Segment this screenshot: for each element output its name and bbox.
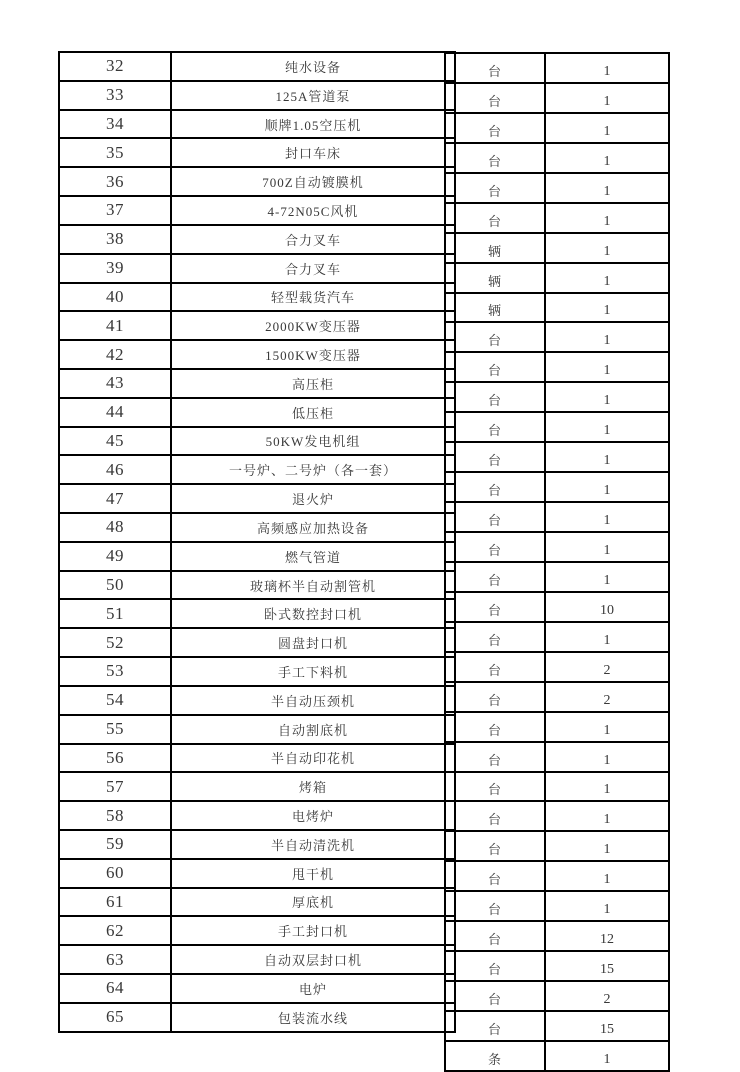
table-row (59, 772, 455, 801)
table-row (445, 742, 669, 772)
cell-quantity: 1 (545, 83, 669, 113)
cell-quantity: 1 (545, 53, 669, 83)
cell-equipment-name: 自动割底机 (171, 715, 455, 744)
cell-unit: 台 (445, 652, 545, 682)
cell-equipment-name: 甩干机 (171, 859, 455, 888)
table-row (59, 801, 455, 830)
cell-quantity: 1 (545, 472, 669, 502)
cell-row-number: 49 (59, 542, 171, 571)
cell-equipment-name: 轻型载货汽车 (171, 283, 455, 312)
cell-row-number: 61 (59, 888, 171, 917)
cell-equipment-name: 顺牌1.05空压机 (171, 110, 455, 139)
table-row (445, 173, 669, 203)
table-row (445, 801, 669, 831)
cell-unit: 台 (445, 412, 545, 442)
cell-quantity: 1 (545, 322, 669, 352)
cell-quantity: 1 (545, 502, 669, 532)
cell-unit: 台 (445, 203, 545, 233)
cell-row-number: 60 (59, 859, 171, 888)
table-row (59, 686, 455, 715)
cell-equipment-name: 厚底机 (171, 888, 455, 917)
cell-equipment-name: 一号炉、二号炉（各一套） (171, 455, 455, 484)
table-row (59, 513, 455, 542)
table-row (445, 921, 669, 951)
table-row (445, 891, 669, 921)
cell-row-number: 41 (59, 311, 171, 340)
cell-quantity: 1 (545, 831, 669, 861)
cell-equipment-name: 自动双层封口机 (171, 945, 455, 974)
cell-quantity: 1 (545, 143, 669, 173)
table-row (445, 861, 669, 891)
cell-quantity: 1 (545, 801, 669, 831)
cell-equipment-name: 手工下料机 (171, 657, 455, 686)
cell-row-number: 45 (59, 427, 171, 456)
table-row (445, 772, 669, 802)
cell-row-number: 44 (59, 398, 171, 427)
table-row (59, 167, 455, 196)
cell-unit: 台 (445, 951, 545, 981)
cell-row-number: 42 (59, 340, 171, 369)
cell-equipment-name: 纯水设备 (171, 52, 455, 81)
cell-quantity: 1 (545, 293, 669, 323)
table-row (59, 398, 455, 427)
cell-unit: 台 (445, 352, 545, 382)
cell-row-number: 32 (59, 52, 171, 81)
cell-quantity: 1 (545, 113, 669, 143)
table-row (445, 143, 669, 173)
cell-quantity: 1 (545, 712, 669, 742)
equipment-table-right (444, 52, 670, 1072)
cell-equipment-name: 1500KW变压器 (171, 340, 455, 369)
cell-row-number: 46 (59, 455, 171, 484)
cell-unit: 台 (445, 1011, 545, 1041)
table-row (445, 233, 669, 263)
cell-row-number: 63 (59, 945, 171, 974)
cell-quantity: 1 (545, 382, 669, 412)
left-table-body (59, 52, 455, 1032)
table-row (59, 340, 455, 369)
cell-unit: 辆 (445, 233, 545, 263)
table-row (59, 484, 455, 513)
table-row (445, 592, 669, 622)
cell-unit: 台 (445, 173, 545, 203)
cell-row-number: 36 (59, 167, 171, 196)
cell-quantity: 1 (545, 173, 669, 203)
table-row (59, 52, 455, 81)
cell-equipment-name: 合力叉车 (171, 254, 455, 283)
cell-unit: 台 (445, 442, 545, 472)
cell-unit: 台 (445, 382, 545, 412)
table-row (445, 562, 669, 592)
cell-quantity: 1 (545, 622, 669, 652)
table-row (445, 352, 669, 382)
cell-quantity: 1 (545, 532, 669, 562)
table-row (59, 196, 455, 225)
cell-equipment-name: 50KW发电机组 (171, 427, 455, 456)
table-row (445, 1041, 669, 1071)
cell-equipment-name: 高频感应加热设备 (171, 513, 455, 542)
cell-row-number: 51 (59, 599, 171, 628)
cell-unit: 台 (445, 831, 545, 861)
cell-quantity: 1 (545, 263, 669, 293)
table-row (59, 744, 455, 773)
cell-equipment-name: 电烤炉 (171, 801, 455, 830)
table-row (445, 293, 669, 323)
table-row (59, 138, 455, 167)
cell-quantity: 1 (545, 1041, 669, 1071)
cell-row-number: 40 (59, 283, 171, 312)
cell-unit: 台 (445, 742, 545, 772)
cell-quantity: 1 (545, 742, 669, 772)
table-row (59, 225, 455, 254)
cell-quantity: 10 (545, 592, 669, 622)
table-row (59, 1003, 455, 1032)
cell-row-number: 52 (59, 628, 171, 657)
cell-quantity: 1 (545, 562, 669, 592)
table-row (59, 571, 455, 600)
cell-unit: 台 (445, 712, 545, 742)
table-row (59, 945, 455, 974)
cell-equipment-name: 半自动印花机 (171, 744, 455, 773)
cell-row-number: 43 (59, 369, 171, 398)
cell-unit: 台 (445, 113, 545, 143)
cell-unit: 台 (445, 891, 545, 921)
table-row (59, 455, 455, 484)
table-row (59, 110, 455, 139)
cell-row-number: 54 (59, 686, 171, 715)
cell-row-number: 37 (59, 196, 171, 225)
table-row (59, 542, 455, 571)
cell-unit: 台 (445, 143, 545, 173)
cell-quantity: 1 (545, 412, 669, 442)
cell-unit: 台 (445, 322, 545, 352)
table-row (445, 412, 669, 442)
table-row (445, 712, 669, 742)
cell-row-number: 50 (59, 571, 171, 600)
cell-row-number: 59 (59, 830, 171, 859)
cell-unit: 台 (445, 801, 545, 831)
cell-equipment-name: 4-72N05C风机 (171, 196, 455, 225)
cell-row-number: 33 (59, 81, 171, 110)
cell-unit: 台 (445, 622, 545, 652)
cell-quantity: 1 (545, 891, 669, 921)
cell-row-number: 57 (59, 772, 171, 801)
cell-equipment-name: 退火炉 (171, 484, 455, 513)
cell-row-number: 56 (59, 744, 171, 773)
table-row (59, 715, 455, 744)
cell-row-number: 53 (59, 657, 171, 686)
cell-unit: 辆 (445, 263, 545, 293)
cell-row-number: 38 (59, 225, 171, 254)
cell-equipment-name: 半自动压颈机 (171, 686, 455, 715)
cell-equipment-name: 电炉 (171, 974, 455, 1003)
cell-unit: 台 (445, 592, 545, 622)
cell-unit: 台 (445, 532, 545, 562)
cell-unit: 台 (445, 772, 545, 802)
table-row (59, 369, 455, 398)
cell-row-number: 35 (59, 138, 171, 167)
cell-equipment-name: 烤箱 (171, 772, 455, 801)
table-row (59, 830, 455, 859)
table-row (445, 203, 669, 233)
cell-row-number: 48 (59, 513, 171, 542)
cell-quantity: 2 (545, 682, 669, 712)
cell-row-number: 47 (59, 484, 171, 513)
cell-unit: 辆 (445, 293, 545, 323)
cell-row-number: 39 (59, 254, 171, 283)
table-row (59, 599, 455, 628)
cell-equipment-name: 玻璃杯半自动割管机 (171, 571, 455, 600)
cell-quantity: 1 (545, 233, 669, 263)
cell-equipment-name: 包装流水线 (171, 1003, 455, 1032)
cell-equipment-name: 低压柜 (171, 398, 455, 427)
cell-unit: 台 (445, 502, 545, 532)
cell-quantity: 1 (545, 203, 669, 233)
equipment-table-left (58, 51, 456, 1033)
cell-unit: 台 (445, 53, 545, 83)
cell-quantity: 1 (545, 442, 669, 472)
cell-unit: 台 (445, 921, 545, 951)
cell-row-number: 34 (59, 110, 171, 139)
table-row (445, 382, 669, 412)
cell-unit: 台 (445, 472, 545, 502)
cell-row-number: 62 (59, 916, 171, 945)
table-row (59, 859, 455, 888)
table-row (445, 1011, 669, 1041)
cell-row-number: 58 (59, 801, 171, 830)
table-row (445, 532, 669, 562)
cell-unit: 台 (445, 861, 545, 891)
cell-equipment-name: 2000KW变压器 (171, 311, 455, 340)
cell-row-number: 55 (59, 715, 171, 744)
cell-unit: 台 (445, 981, 545, 1011)
table-row (59, 283, 455, 312)
table-row (59, 888, 455, 917)
table-row (59, 657, 455, 686)
table-row (59, 974, 455, 1003)
cell-equipment-name: 半自动清洗机 (171, 830, 455, 859)
right-table-body (445, 53, 669, 1071)
table-row (445, 622, 669, 652)
cell-unit: 台 (445, 682, 545, 712)
cell-equipment-name: 合力叉车 (171, 225, 455, 254)
cell-quantity: 1 (545, 772, 669, 802)
table-row (445, 951, 669, 981)
cell-quantity: 12 (545, 921, 669, 951)
cell-equipment-name: 700Z自动镀膜机 (171, 167, 455, 196)
table-row (445, 442, 669, 472)
cell-quantity: 2 (545, 652, 669, 682)
cell-row-number: 64 (59, 974, 171, 1003)
cell-equipment-name: 燃气管道 (171, 542, 455, 571)
table-row (59, 254, 455, 283)
cell-unit: 条 (445, 1041, 545, 1071)
cell-quantity: 1 (545, 861, 669, 891)
cell-equipment-name: 125A管道泵 (171, 81, 455, 110)
table-row (445, 322, 669, 352)
cell-equipment-name: 卧式数控封口机 (171, 599, 455, 628)
table-row (445, 83, 669, 113)
table-row (445, 472, 669, 502)
cell-equipment-name: 封口车床 (171, 138, 455, 167)
cell-equipment-name: 圆盘封口机 (171, 628, 455, 657)
table-row (59, 628, 455, 657)
table-row (445, 113, 669, 143)
table-row (59, 81, 455, 110)
cell-unit: 台 (445, 562, 545, 592)
table-row (59, 916, 455, 945)
table-row (445, 53, 669, 83)
table-row (445, 682, 669, 712)
table-row (59, 311, 455, 340)
table-row (445, 652, 669, 682)
cell-equipment-name: 高压柜 (171, 369, 455, 398)
cell-quantity: 1 (545, 352, 669, 382)
table-row (59, 427, 455, 456)
table-row (445, 831, 669, 861)
table-row (445, 981, 669, 1011)
cell-equipment-name: 手工封口机 (171, 916, 455, 945)
table-row (445, 263, 669, 293)
cell-quantity: 2 (545, 981, 669, 1011)
cell-quantity: 15 (545, 1011, 669, 1041)
cell-row-number: 65 (59, 1003, 171, 1032)
cell-unit: 台 (445, 83, 545, 113)
table-row (445, 502, 669, 532)
cell-quantity: 15 (545, 951, 669, 981)
